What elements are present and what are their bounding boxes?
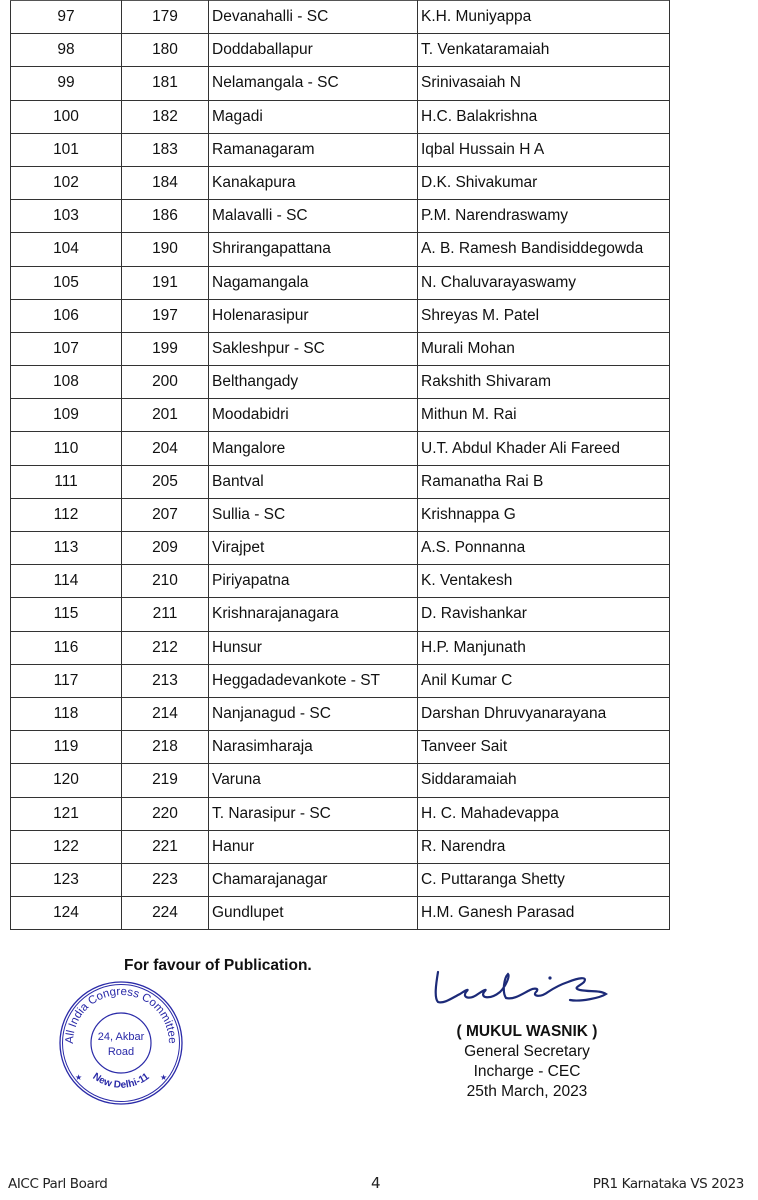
candidate-cell: Srinivasaiah N: [418, 67, 670, 100]
constituency-cell: Nelamangala - SC: [209, 67, 418, 100]
candidate-cell: H. C. Mahadevappa: [418, 797, 670, 830]
table-row: [11, 598, 670, 631]
constituency-cell: Heggadadevankote - ST: [209, 664, 418, 697]
constituency-cell: Virajpet: [209, 532, 418, 565]
constituency-cell: Narasimharaja: [209, 731, 418, 764]
ac-number-cell: 197: [122, 299, 209, 332]
handwritten-signature: [430, 962, 630, 1010]
candidate-cell: D. Ravishankar: [418, 598, 670, 631]
ac-number-cell: 219: [122, 764, 209, 797]
table-row: [11, 498, 670, 531]
signatory-name: ( MUKUL WASNIK ): [456, 1023, 598, 1040]
candidate-cell: A.S. Ponnanna: [418, 532, 670, 565]
ac-number-cell: 211: [122, 598, 209, 631]
ac-number-cell: 184: [122, 166, 209, 199]
candidate-cell: Anil Kumar C: [418, 664, 670, 697]
candidate-cell: K. Ventakesh: [418, 565, 670, 598]
table-row: [11, 897, 670, 930]
seal-bottom-text: New Delhi-11: [90, 1071, 152, 1091]
ac-number-cell: 207: [122, 498, 209, 531]
serial-number-cell: 101: [11, 133, 122, 166]
constituency-cell: Magadi: [209, 100, 418, 133]
serial-number-cell: 116: [11, 631, 122, 664]
ac-number-cell: 182: [122, 100, 209, 133]
constituency-cell: Chamarajanagar: [209, 863, 418, 896]
ac-number-cell: 180: [122, 34, 209, 67]
serial-number-cell: 102: [11, 166, 122, 199]
serial-number-cell: 100: [11, 100, 122, 133]
ac-number-cell: 210: [122, 565, 209, 598]
ac-number-cell: 223: [122, 863, 209, 896]
ac-number-cell: 204: [122, 432, 209, 465]
constituency-cell: Devanahalli - SC: [209, 1, 418, 34]
candidate-cell: Murali Mohan: [418, 332, 670, 365]
candidate-cell: H.C. Balakrishna: [418, 100, 670, 133]
table-row: [11, 764, 670, 797]
serial-number-cell: 120: [11, 764, 122, 797]
signature-stroke: [436, 972, 606, 1002]
constituency-cell: Mangalore: [209, 432, 418, 465]
candidate-cell: Iqbal Hussain H A: [418, 133, 670, 166]
table-row: [11, 233, 670, 266]
publication-note: For favour of Publication.: [124, 957, 312, 974]
ac-number-cell: 186: [122, 200, 209, 233]
constituency-cell: Varuna: [209, 764, 418, 797]
serial-number-cell: 121: [11, 797, 122, 830]
candidate-cell: P.M. Narendraswamy: [418, 200, 670, 233]
candidate-cell: Krishnappa G: [418, 498, 670, 531]
ac-number-cell: 201: [122, 399, 209, 432]
table-row: [11, 299, 670, 332]
constituency-cell: Doddaballapur: [209, 34, 418, 67]
constituency-cell: Gundlupet: [209, 897, 418, 930]
candidate-cell: T. Venkataramaiah: [418, 34, 670, 67]
candidate-cell: Siddaramaiah: [418, 764, 670, 797]
constituency-cell: Hanur: [209, 830, 418, 863]
candidate-cell: U.T. Abdul Khader Ali Fareed: [418, 432, 670, 465]
table-row: [11, 266, 670, 299]
candidate-cell: Mithun M. Rai: [418, 399, 670, 432]
table-row: [11, 830, 670, 863]
candidate-cell: Rakshith Shivaram: [418, 366, 670, 399]
table-row: [11, 166, 670, 199]
seal-star-right: ★: [160, 1073, 168, 1082]
ac-number-cell: 205: [122, 465, 209, 498]
candidate-table: [10, 0, 670, 930]
ac-number-cell: 218: [122, 731, 209, 764]
table-row: [11, 366, 670, 399]
ac-number-cell: 212: [122, 631, 209, 664]
serial-number-cell: 97: [11, 1, 122, 34]
table-row: [11, 200, 670, 233]
signature-dot: [548, 976, 551, 979]
candidate-cell: A. B. Ramesh Bandisiddegowda: [418, 233, 670, 266]
footer-left: AICC Parl Board: [8, 1176, 108, 1192]
serial-number-cell: 99: [11, 67, 122, 100]
seal-outer-text: All India Congress Committee: [63, 985, 179, 1045]
seal-inner-line2: Road: [107, 1046, 135, 1058]
signatory-date: 25th March, 2023: [466, 1083, 588, 1100]
constituency-cell: Nagamangala: [209, 266, 418, 299]
constituency-cell: Moodabidri: [209, 399, 418, 432]
ac-number-cell: 221: [122, 830, 209, 863]
table-row: [11, 67, 670, 100]
candidate-cell: D.K. Shivakumar: [418, 166, 670, 199]
table-row: [11, 863, 670, 896]
footer-right: PR1 Karnataka VS 2023: [592, 1176, 744, 1192]
serial-number-cell: 110: [11, 432, 122, 465]
table-row: [11, 100, 670, 133]
ac-number-cell: 209: [122, 532, 209, 565]
ac-number-cell: 190: [122, 233, 209, 266]
constituency-cell: Ramanagaram: [209, 133, 418, 166]
candidate-cell: Ramanatha Rai B: [418, 465, 670, 498]
signatory-title: General Secretary: [464, 1043, 590, 1060]
constituency-cell: Bantval: [209, 465, 418, 498]
seal-inner-line1: 24, Akbar: [97, 1031, 145, 1043]
candidate-cell: H.P. Manjunath: [418, 631, 670, 664]
ac-number-cell: 183: [122, 133, 209, 166]
signatory-block: [442, 1022, 612, 1102]
serial-number-cell: 104: [11, 233, 122, 266]
ac-number-cell: 213: [122, 664, 209, 697]
candidate-cell: Darshan Dhruvyanarayana: [418, 697, 670, 730]
constituency-cell: Malavalli - SC: [209, 200, 418, 233]
ac-number-cell: 199: [122, 332, 209, 365]
constituency-cell: Hunsur: [209, 631, 418, 664]
candidate-cell: R. Narendra: [418, 830, 670, 863]
serial-number-cell: 113: [11, 532, 122, 565]
table-row: [11, 432, 670, 465]
serial-number-cell: 103: [11, 200, 122, 233]
seal-star-left: ★: [75, 1073, 83, 1082]
table-row: [11, 332, 670, 365]
table-row: [11, 532, 670, 565]
serial-number-cell: 115: [11, 598, 122, 631]
constituency-cell: T. Narasipur - SC: [209, 797, 418, 830]
candidate-cell: Shreyas M. Patel: [418, 299, 670, 332]
table-row: [11, 133, 670, 166]
candidate-table-body: [11, 1, 670, 930]
serial-number-cell: 124: [11, 897, 122, 930]
ac-number-cell: 179: [122, 1, 209, 34]
candidate-cell: C. Puttaranga Shetty: [418, 863, 670, 896]
ac-number-cell: 181: [122, 67, 209, 100]
candidate-cell: Tanveer Sait: [418, 731, 670, 764]
constituency-cell: Belthangady: [209, 366, 418, 399]
table-row: [11, 631, 670, 664]
aicc-seal-stamp: [58, 980, 184, 1106]
candidate-cell: N. Chaluvarayaswamy: [418, 266, 670, 299]
serial-number-cell: 122: [11, 830, 122, 863]
table-row: [11, 465, 670, 498]
ac-number-cell: 200: [122, 366, 209, 399]
constituency-cell: Nanjanagud - SC: [209, 697, 418, 730]
table-row: [11, 731, 670, 764]
table-row: [11, 399, 670, 432]
table-row: [11, 797, 670, 830]
serial-number-cell: 109: [11, 399, 122, 432]
serial-number-cell: 98: [11, 34, 122, 67]
serial-number-cell: 123: [11, 863, 122, 896]
constituency-cell: Kanakapura: [209, 166, 418, 199]
serial-number-cell: 106: [11, 299, 122, 332]
constituency-cell: Sullia - SC: [209, 498, 418, 531]
candidate-cell: K.H. Muniyappa: [418, 1, 670, 34]
ac-number-cell: 220: [122, 797, 209, 830]
ac-number-cell: 191: [122, 266, 209, 299]
signatory-role: Incharge - CEC: [473, 1063, 581, 1080]
serial-number-cell: 118: [11, 697, 122, 730]
table-row: [11, 697, 670, 730]
ac-number-cell: 214: [122, 697, 209, 730]
serial-number-cell: 117: [11, 664, 122, 697]
constituency-cell: Piriyapatna: [209, 565, 418, 598]
table-row: [11, 34, 670, 67]
constituency-cell: Shrirangapattana: [209, 233, 418, 266]
serial-number-cell: 107: [11, 332, 122, 365]
constituency-cell: Holenarasipur: [209, 299, 418, 332]
serial-number-cell: 114: [11, 565, 122, 598]
table-row: [11, 565, 670, 598]
serial-number-cell: 105: [11, 266, 122, 299]
constituency-cell: Krishnarajanagara: [209, 598, 418, 631]
candidate-cell: H.M. Ganesh Parasad: [418, 897, 670, 930]
serial-number-cell: 108: [11, 366, 122, 399]
serial-number-cell: 111: [11, 465, 122, 498]
page-number: 4: [371, 1174, 381, 1192]
table-row: [11, 664, 670, 697]
serial-number-cell: 119: [11, 731, 122, 764]
table-row: [11, 1, 670, 34]
constituency-cell: Sakleshpur - SC: [209, 332, 418, 365]
ac-number-cell: 224: [122, 897, 209, 930]
serial-number-cell: 112: [11, 498, 122, 531]
